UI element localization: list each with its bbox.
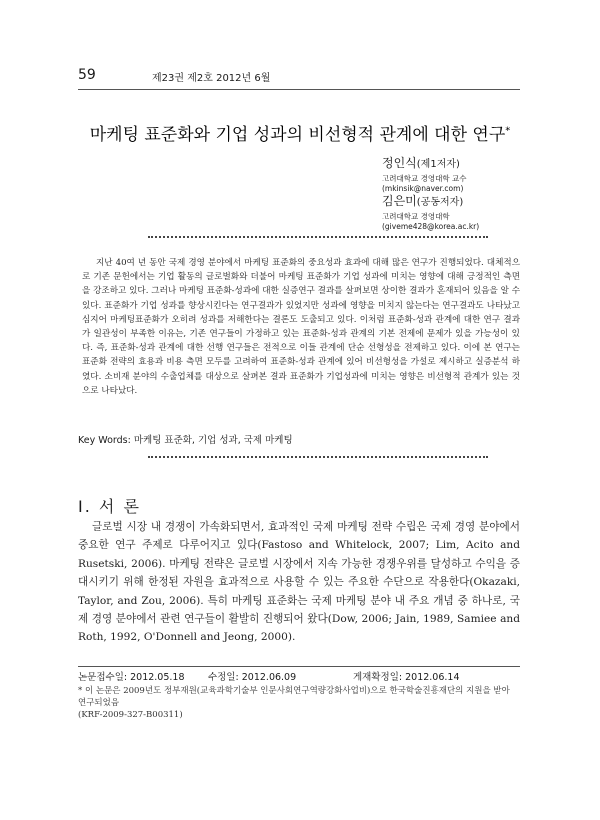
keywords (78, 432, 293, 446)
footnote-line-2: (KRF-2009-327-B00311) (78, 710, 183, 720)
paper-title-text: 마케팅 표준화와 기업 성과의 비선형적 관계에 대한 연구 (89, 125, 506, 145)
author-2 (382, 192, 479, 232)
author-1 (382, 154, 466, 194)
abstract-bottom-divider (148, 456, 488, 458)
funding-footnote (78, 685, 518, 721)
keywords-text: 마케팅 표준화, 기업 성과, 국제 마케팅 (133, 435, 293, 446)
author-1-affiliation: 고려대학교 경영대학 교수 (382, 174, 467, 183)
journal-info: 제23권 제2호 2012년 6월 (152, 73, 271, 84)
date-accepted: 게재확정일: 2012.06.14 (353, 672, 460, 683)
author-2-role: (공동저자) (416, 197, 464, 208)
submission-dates (78, 669, 528, 683)
body-text (78, 518, 520, 647)
abstract: 지난 40여 년 동안 국제 경영 분야에서 마케팅 표준화의 중요성과 효과에 대해 많은 연구가 진행되었다. 대체적으로 기존 문헌에서는 기업 활동의 글로벌화와 더불어 마케팅 표준화가 기업 성과에 미치는 영향에 대해 긍정적인 측면을 강조하고 있다. 그러나 마케팅 표준화-성과에 대한 실증연구 결과를 살펴보면 상이한 결과가 혼재되어 있음을 알 수 있다. 표준화가 기업 성과를 향상시킨다는 연구결과가 있었지만 성과에 영향을 미치지 않는다는 연구결과도 나타났고 심지어 마케팅표준화가 오히려 성과를 저해한다는 결론도 도출되고 있다. 이처럼 표준화-성과 관계에 대한 연구 결과가 일관성이 부족한 이유는, 기존 연구들이 가정하고 있는 표준화-성과 관계의 기본 전제에 문제가 있을 가능성이 있다. 즉, 표준화-성과 관계에 대한 선행 연구들은 전적으로 이들 관계에 단순 선형성을 전제하고 있다. 이에 본 연구는 표준화 전략의 효용과 비용 측면 모두를 고려하여 표준화-성과 관계에 있어 비선형성을 가설로 제시하고 실증분석 하였다. 소비재 분야의 수출업체를 대상으로 살펴본 결과 표준화가 기업성과에 미치는 영향은 비선형적 관계가 있는 것으로 나타났다. (82, 258, 520, 396)
title-footnote-mark: * (505, 125, 511, 137)
author-1-role: (제1저자) (416, 159, 460, 170)
body-paragraph: 글로벌 시장 내 경쟁이 가속화되면서, 효과적인 국제 마케팅 전략 수립은 국제 경영 분야에서 중요한 연구 주제로 다루어지고 있다(Fastoso and Whitelock, 2007; Lim, Acito and Rusetski, 2006). 마케팅 전략은 글로벌 시장에서 지속 가능한 경쟁우위를 달성하고 수익을 증대시키기 위해 한정된 자원을 효과적으로 사용할 수 있는 주요한 수단으로 작용한다(Okazaki, Taylor, and Zou, 2006). 특히 마케팅 표준화는 국제 마케팅 분야 내 주요 개념 중 하나로, 국제 경영 분야에서 관련 연구들이 활발히 진행되어 왔다(Dow, 2006; Jain, 1989, Samiee and Roth, 1992, O'Donnell and Jeong, 2000). (78, 521, 520, 644)
date-received: 논문접수일: 2012.05.18 (78, 672, 185, 683)
author-2-affiliation: 고려대학교 경영대학 (382, 212, 450, 221)
author-1-email: (mkinsik@naver.com) (382, 184, 464, 193)
section-title: 서 론 (98, 497, 141, 516)
section-heading (78, 494, 141, 517)
footnote-rule (78, 666, 520, 667)
author-2-email: (giveme428@korea.ac.kr) (382, 222, 480, 231)
section-number: Ⅰ. (78, 497, 92, 516)
paper-title (0, 120, 600, 145)
keywords-label: Key Words: (78, 435, 131, 446)
header-rule (78, 89, 520, 90)
author-2-name: 김은미 (382, 194, 417, 208)
footnote-line-1: * 이 논문은 2009년도 정부재원(교육과학기술부 인문사회연구역량강화사업비)으로 한국학술진흥재단의 지원을 받아 연구되었음 (78, 686, 510, 708)
abstract-top-divider (148, 236, 488, 238)
author-1-name: 정인식 (382, 156, 417, 170)
page-number: 59 (78, 67, 96, 83)
date-revised: 수정일: 2012.06.09 (208, 672, 297, 683)
